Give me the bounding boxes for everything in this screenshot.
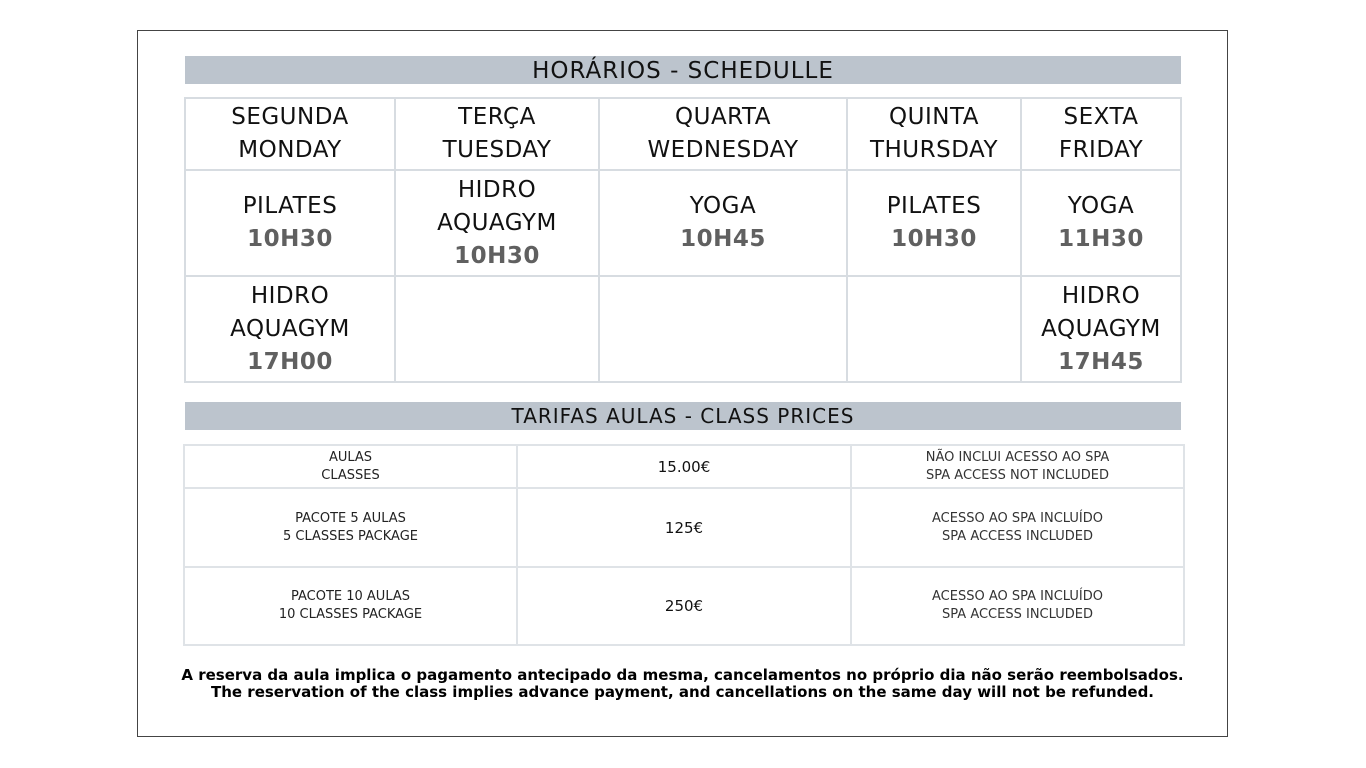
day-header-monday	[185, 98, 395, 170]
price-note	[851, 567, 1184, 645]
note-en: SPA ACCESS INCLUDED	[942, 607, 1093, 622]
day-header-tuesday	[395, 98, 599, 170]
day-header-wednesday	[599, 98, 847, 170]
note-pt: ACESSO AO SPA INCLUÍDO	[932, 510, 1103, 526]
empty-cell-tuesday	[395, 276, 599, 382]
price-value: 15.00€	[517, 445, 851, 488]
class-time: 10H30	[891, 226, 977, 252]
class-time: 17H00	[247, 348, 333, 375]
day-name-en: TUESDAY	[442, 137, 552, 163]
prices-table	[183, 444, 1185, 646]
price-value: 250€	[517, 567, 851, 645]
item-name-pt: AULAS	[328, 449, 373, 465]
price-item-name	[184, 488, 517, 567]
reservation-disclaimer	[137, 667, 1228, 701]
schedule-table	[184, 97, 1182, 383]
price-item-name	[184, 567, 517, 645]
class-name: PILATES	[886, 193, 982, 219]
price-row	[184, 488, 1184, 567]
class-name-line2: AQUAGYM	[1041, 315, 1161, 342]
class-name: HIDRO	[250, 282, 330, 309]
schedule-title: HORÁRIOS - SCHEDULLE	[185, 56, 1181, 84]
price-note	[851, 445, 1184, 488]
class-cell-thursday	[847, 170, 1021, 276]
class-name-line2: AQUAGYM	[437, 209, 557, 236]
item-name-pt: PACOTE 5 AULAS	[295, 510, 406, 526]
note-pt: NÃO INCLUI ACESSO AO SPA	[925, 449, 1110, 465]
disclaimer-en: The reservation of the class implies advance payment, and cancellations on the same day will not be refunded.	[210, 683, 1155, 701]
class-cell-monday	[185, 276, 395, 382]
day-name-pt: TERÇA	[458, 104, 536, 130]
day-header-thursday	[847, 98, 1021, 170]
item-name-en: 10 CLASSES PACKAGE	[278, 607, 423, 622]
class-name: PILATES	[242, 193, 338, 219]
note-pt: ACESSO AO SPA INCLUÍDO	[932, 589, 1103, 604]
class-cell-wednesday	[599, 170, 847, 276]
prices-title: TARIFAS AULAS - CLASS PRICES	[185, 402, 1181, 430]
item-name-pt: PACOTE 10 AULAS	[290, 589, 411, 604]
class-time: 17H45	[1058, 348, 1144, 375]
class-name: HIDRO	[457, 176, 537, 203]
class-time: 10H30	[454, 242, 540, 269]
class-name: YOGA	[1067, 193, 1135, 219]
disclaimer-pt: A reserva da aula implica o pagamento antecipado da mesma, cancelamentos no próprio dia não serão reembolsados.	[181, 666, 1184, 684]
price-note	[851, 488, 1184, 567]
class-name: YOGA	[689, 193, 757, 219]
schedule-row-morning	[185, 170, 1181, 276]
class-name-line2: AQUAGYM	[230, 315, 350, 342]
class-cell-friday	[1021, 170, 1181, 276]
day-name-en: MONDAY	[238, 137, 342, 163]
empty-cell-thursday	[847, 276, 1021, 382]
class-cell-monday	[185, 170, 395, 276]
class-cell-tuesday	[395, 170, 599, 276]
schedule-row-afternoon	[185, 276, 1181, 382]
day-name-pt: QUINTA	[889, 104, 979, 130]
price-row	[184, 445, 1184, 488]
item-name-en: CLASSES	[321, 467, 380, 483]
day-name-pt: QUARTA	[675, 104, 771, 130]
empty-cell-wednesday	[599, 276, 847, 382]
day-header-friday	[1021, 98, 1181, 170]
day-name-pt: SEGUNDA	[231, 104, 349, 130]
day-name-en: FRIDAY	[1058, 137, 1144, 163]
class-name: HIDRO	[1061, 282, 1141, 309]
schedule-header-row	[185, 98, 1181, 170]
day-name-pt: SEXTA	[1063, 104, 1139, 130]
day-name-en: WEDNESDAY	[647, 137, 799, 163]
item-name-en: 5 CLASSES PACKAGE	[282, 528, 418, 544]
price-item-name	[184, 445, 517, 488]
class-time: 11H30	[1058, 226, 1144, 252]
class-time: 10H30	[247, 226, 333, 252]
class-time: 10H45	[680, 226, 766, 252]
day-name-en: THURSDAY	[869, 137, 999, 163]
note-en: SPA ACCESS INCLUDED	[942, 528, 1093, 544]
price-row	[184, 567, 1184, 645]
price-value: 125€	[517, 488, 851, 567]
note-en: SPA ACCESS NOT INCLUDED	[926, 467, 1109, 483]
class-cell-friday	[1021, 276, 1181, 382]
